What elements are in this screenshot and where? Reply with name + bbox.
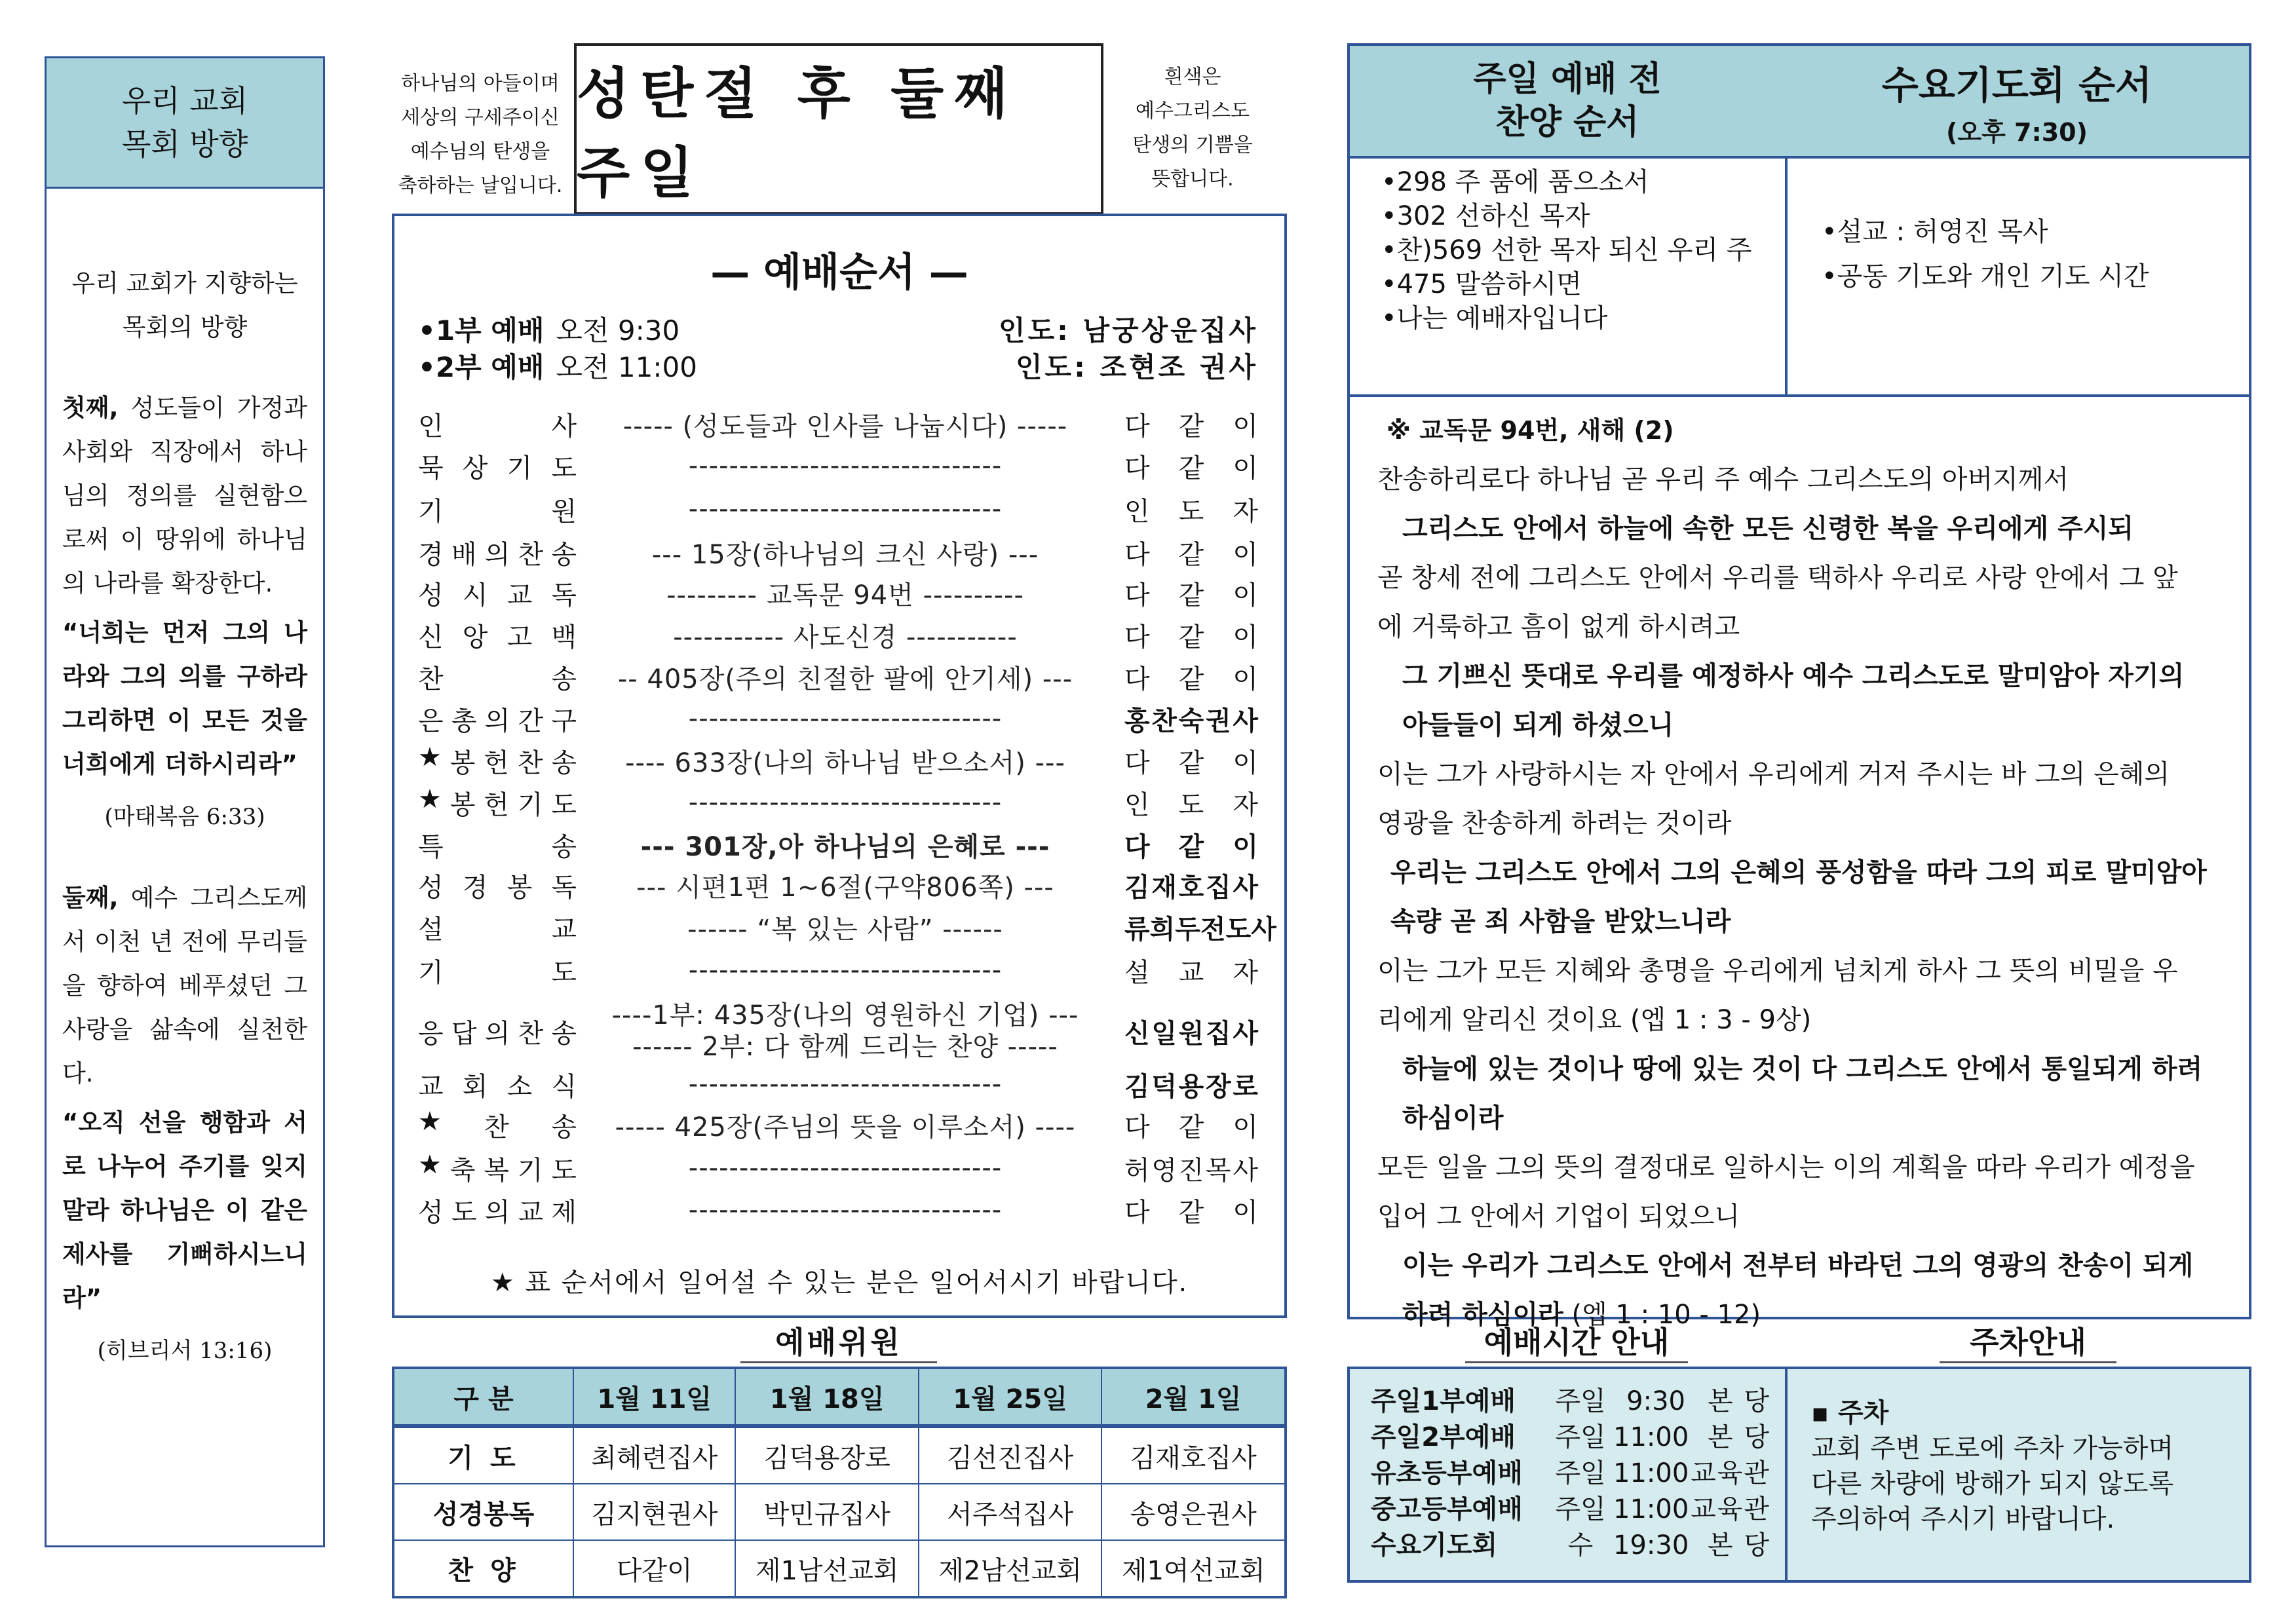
- order-item-presenter: 류 희 두 전 도 사: [1124, 914, 1276, 945]
- order-item-content: -- 405장(주의 친절한 팔에 안기세) ---: [617, 664, 1073, 694]
- order-item-presenter: 다 같 이: [1124, 1112, 1258, 1142]
- reading-line: [1377, 799, 2223, 848]
- staff-header: 2월 1일: [1101, 1368, 1286, 1426]
- table-row: [393, 1540, 1286, 1597]
- pastoral-intro-line1: 우리 교회가 지향하는: [71, 269, 298, 297]
- service-leader: 인도: 조현조 권사: [1015, 351, 1258, 383]
- order-item-content: ------ “복 있는 사람” ------: [687, 914, 1003, 945]
- list-item: •나는 예배자입니다: [1381, 303, 1608, 333]
- order-item-presenter: 인 도 자: [1124, 496, 1258, 527]
- reading-reference: (엡 1 : 10 - 12): [1563, 1300, 1761, 1330]
- service-time-place: 본 당: [1708, 1386, 1770, 1416]
- staff-header: 구 분: [393, 1368, 573, 1426]
- order-item-content: -------------------------------: [688, 787, 1003, 818]
- reading-line: [1377, 848, 2223, 897]
- service-time: 오전 9:30: [556, 314, 680, 347]
- order-row: [418, 613, 1258, 656]
- second-text: 예수 그리스도께서 이천 년 전에 무리들을 향하여 베푸셨던 그 사랑을 삶속에 실천한다.: [62, 884, 307, 1087]
- service-time-place: 본 당: [1708, 1530, 1770, 1560]
- reading-line-text: 속량 곧 죄 사함을 받았느니라: [1390, 907, 1731, 937]
- note-line: 하나님의 아들이며: [401, 72, 560, 95]
- order-item-content: -------------------------------: [688, 955, 1003, 985]
- note-line: 축하하는 날입니다.: [398, 174, 563, 197]
- list-item: •찬)569 선한 목자 되신 우리 주: [1381, 235, 1752, 265]
- service-time-day: 주일: [1555, 1494, 1606, 1524]
- order-item-name: 응 답 의 찬 송: [418, 1018, 578, 1049]
- staff-cell: 제1남선교회: [735, 1540, 918, 1597]
- order-item-content: -------------------------------: [688, 1153, 1003, 1183]
- service-time-name: 수요기도회: [1371, 1530, 1498, 1560]
- service-first: [418, 309, 1258, 349]
- reading-line-text: 하심이라: [1402, 1103, 1504, 1133]
- service-time-day: 주일: [1555, 1386, 1606, 1416]
- list-item: •302 선하신 목자: [1381, 201, 1590, 231]
- staff-cell: 서주석집사: [919, 1484, 1101, 1540]
- order-item-content: -------------------------------: [688, 704, 1003, 734]
- staff-cell: 최혜련집사: [573, 1426, 735, 1484]
- order-item-presenter: 다 같 이: [1124, 411, 1258, 442]
- responsive-reading: [1377, 406, 2223, 1340]
- service-label: •2부 예배: [418, 351, 545, 383]
- order-item-name: 경 배 의 찬 송: [418, 539, 578, 570]
- order-item-presenter: 신 일 원 집 사: [1124, 1018, 1258, 1049]
- parking-item: ▪ 주차: [1811, 1398, 1889, 1428]
- order-item-presenter: 김 재 호 집 사: [1124, 872, 1258, 903]
- pastoral-direction-header: [47, 58, 323, 189]
- order-row: [418, 949, 1258, 992]
- reading-line: [1377, 1192, 2223, 1241]
- order-item-content: -------------------------------: [688, 494, 1003, 524]
- order-item-name: 묵 상 기 도: [418, 453, 578, 483]
- reading-line-text: 하늘에 있는 것이나 땅에 있는 것이 다 그리스도 안에서 통일되게 하려: [1402, 1054, 2203, 1084]
- order-item-content: ----- (성도들과 인사를 나눕시다) -----: [622, 411, 1068, 442]
- order-item-content: --------- 교독문 94번 ----------: [666, 580, 1024, 611]
- order-item-name: 성 시 교 독: [418, 580, 578, 611]
- parking-line: 교회 주변 도로에 주차 가능하며: [1811, 1433, 2174, 1463]
- reading-line: [1377, 455, 2223, 504]
- reading-line: [1377, 701, 2223, 750]
- service-time-row: [1371, 1420, 1770, 1456]
- pastoral-direction-body: [62, 261, 307, 1410]
- order-item-name: 성 경 봉 독: [418, 872, 578, 903]
- reading-line: [1377, 504, 2223, 554]
- reading-line-text: 찬송하리로다 하나님 곧 우리 주 예수 그리스도의 아버지께서: [1377, 464, 2069, 495]
- order-row: [418, 1146, 1258, 1190]
- order-row: [418, 781, 1258, 824]
- service-time-name: 주일1부예배: [1371, 1386, 1516, 1416]
- quote-hebrews: “오직 선을 행함과 서로 나누어 주기를 잊지 말라 하나님은 이 같은 제사를 기뻐하시느니라”: [62, 1108, 307, 1312]
- reading-line-text: 하려 하심이라: [1402, 1300, 1563, 1330]
- reading-line-text: 영광을 찬송하게 하려는 것이라: [1377, 808, 1732, 839]
- reading-line-text: 이는 그가 모든 지혜와 총명을 우리에게 넘치게 하사 그 뜻의 비밀을 우: [1377, 956, 2178, 986]
- order-row: [418, 739, 1258, 782]
- order-of-worship: [392, 214, 1287, 1318]
- staff-role: 성경봉독: [393, 1484, 573, 1540]
- service-time-name: 주일2부예배: [1371, 1422, 1516, 1452]
- wednesday-items: [1822, 210, 2149, 299]
- page-title-text: 성탄절 후 둘째 주일: [577, 62, 1018, 205]
- service-time-place: 본 당: [1708, 1422, 1770, 1452]
- reading-line-text: 입어 그 안에서 기업이 되었으니: [1377, 1201, 1740, 1232]
- reading-line-text: 우리는 그리스도 안에서 그의 은혜의 풍성함을 따라 그의 피로 말미암아: [1390, 858, 2207, 888]
- staff-header: 1월 18일: [735, 1368, 918, 1426]
- service-time-row: [1371, 1384, 1770, 1420]
- note-line: 세상의 구세주이신: [401, 106, 560, 129]
- parking-info: [1811, 1395, 2229, 1537]
- wednesday-title: 수요기도회 순서: [1881, 62, 2152, 107]
- service-time-day: 주일: [1555, 1422, 1606, 1452]
- praise-hymn-list: [1381, 165, 1788, 335]
- praise-header: [1350, 46, 1788, 159]
- order-row: [418, 863, 1258, 907]
- reading-line-text: 리에게 알리신 것이요 (엡 1 : 3 - 9상): [1377, 1005, 1812, 1035]
- pastoral-head-line2: 목회 방향: [121, 126, 248, 162]
- staff-cell: 제2남선교회: [919, 1540, 1101, 1597]
- staff-title: 예배위원: [740, 1323, 937, 1363]
- second-lead: 둘째,: [62, 884, 119, 912]
- pastoral-head-line1: 우리 교회: [121, 83, 248, 119]
- order-item-name: 성 도 의 교 제: [418, 1197, 578, 1228]
- times-and-parking-panel: [1347, 1367, 2251, 1583]
- list-item: •공동 기도와 개인 기도 시간: [1822, 261, 2149, 292]
- service-label: •1부 예배: [418, 314, 545, 347]
- staff-table: [392, 1367, 1287, 1598]
- order-item-presenter: 홍 찬 숙 권 사: [1124, 706, 1258, 736]
- reading-line: [1377, 1241, 2223, 1291]
- note-line: 흰색은: [1164, 66, 1221, 88]
- order-item-content: --- 301장,아 하나님의 은혜로 ---: [640, 831, 1050, 862]
- order-item-name: ★ 봉 헌 찬 송: [418, 742, 578, 778]
- order-item-content: --- 시편1편 1~6절(구약806쪽) ---: [636, 872, 1054, 903]
- order-row: [418, 905, 1276, 949]
- service-time-row: [1371, 1492, 1770, 1528]
- pastoral-point-second: [62, 876, 307, 1095]
- service-time-hour: 11:00: [1613, 1422, 1689, 1452]
- order-row: [418, 1188, 1258, 1232]
- ref-matthew: (마태복음 6:33): [104, 804, 265, 830]
- order-row: [418, 697, 1258, 740]
- service-leader: 인도: 남궁상운집사: [999, 314, 1258, 347]
- service-time-hour: 11:00: [1613, 1458, 1689, 1488]
- list-item: •475 말씀하시면: [1381, 269, 1582, 299]
- order-item-name: ★ 봉 헌 기 도: [418, 784, 578, 820]
- service-time-hour: 9:30: [1626, 1386, 1685, 1416]
- staff-header: 1월 11일: [573, 1368, 735, 1426]
- order-item-name: 교 회 소 식: [418, 1071, 578, 1102]
- order-row: [418, 1063, 1258, 1106]
- staff-cell: 제1여선교회: [1101, 1540, 1286, 1597]
- order-item-content: [578, 1000, 1113, 1063]
- reading-line: [1377, 652, 2223, 701]
- service-time-place: 교육관: [1691, 1458, 1770, 1488]
- white-color-note: [1114, 60, 1271, 197]
- staff-cell: 김지현권사: [573, 1484, 735, 1540]
- staff-cell: 김재호집사: [1101, 1426, 1286, 1484]
- order-row: [418, 655, 1258, 698]
- order-item-name: 인 사: [418, 411, 578, 442]
- first-text: 성도들이 가정과 사회와 직장에서 하나님의 정의를 실현함으로써 이 땅위에 하나님의 나라를 확장한다.: [62, 394, 307, 597]
- reading-line-text: 그 기쁘신 뜻대로 우리를 예정하사 예수 그리스도로 말미암아 자기의: [1402, 661, 2185, 691]
- order-item-content: -------------------------------: [688, 1069, 1003, 1099]
- reading-line: [1377, 897, 2223, 947]
- quote-matthew: “너희는 먼저 그의 나라와 그의 의를 구하라 그리하면 이 모든 것을 너희에게 더하시리라”: [62, 618, 307, 778]
- order-item-name: 설 교: [418, 914, 578, 945]
- order-item-name: ★ 축 복 기 도: [418, 1149, 578, 1186]
- order-item-presenter: 다 같 이: [1124, 622, 1258, 652]
- order-item-content: -------------------------------: [688, 451, 1003, 481]
- parking-title: 주차안내: [1940, 1323, 2116, 1363]
- parking-line: 다른 차량에 방해가 되지 않도록: [1811, 1469, 2174, 1499]
- reading-line-text: 모든 일을 그의 뜻의 결정대로 일하시는 이의 계획을 따라 우리가 예정을: [1377, 1152, 2195, 1182]
- page-title: [574, 43, 1103, 215]
- ref-hebrews: (히브리서 13:16): [97, 1338, 273, 1364]
- reading-line-text: 곧 창세 전에 그리스도 안에서 우리를 택하사 우리로 사랑 안에서 그 앞: [1377, 563, 2178, 593]
- service-time-place: 교육관: [1691, 1494, 1770, 1524]
- order-row: [418, 487, 1258, 531]
- wednesday-header: [1785, 46, 2249, 159]
- note-line: 뜻합니다.: [1151, 168, 1234, 191]
- staff-header-row: [393, 1368, 1286, 1426]
- order-item-content: ---- 633장(나의 하나님 받으소서) ---: [625, 747, 1065, 778]
- order-row: [418, 531, 1258, 574]
- order-item-content: -------------------------------: [688, 1195, 1003, 1225]
- order-item-presenter: 다 같 이: [1124, 831, 1258, 862]
- order-item-presenter: 다 같 이: [1124, 1197, 1258, 1228]
- pastoral-point-first: [62, 386, 307, 605]
- first-lead: 첫째,: [62, 394, 119, 422]
- order-item-name: 신 앙 고 백: [418, 622, 578, 652]
- reading-line: [1377, 750, 2223, 799]
- reading-line: [1377, 1143, 2223, 1192]
- staff-role: 기 도: [393, 1426, 573, 1484]
- reading-line-text: 그리스도 안에서 하늘에 속한 모든 신령한 복을 우리에게 주시되: [1402, 514, 2134, 544]
- service-time-day: 주일: [1555, 1458, 1606, 1488]
- reading-line-text: 이는 그가 사랑하시는 자 안에서 우리에게 거저 주시는 바 그의 은혜의: [1377, 759, 2170, 789]
- staff-cell: 송영은권사: [1101, 1484, 1286, 1540]
- order-item-name: 기 원: [418, 496, 578, 527]
- order-item-presenter: 다 같 이: [1124, 580, 1258, 611]
- note-line: 탄생의 기쁨을: [1132, 134, 1253, 157]
- order-row: [418, 444, 1258, 487]
- service-times-list: [1371, 1384, 1770, 1564]
- pastoral-direction-panel: [45, 56, 325, 1547]
- table-row: [393, 1426, 1286, 1484]
- reading-line: [1377, 1094, 2223, 1143]
- order-row: [418, 997, 1258, 1065]
- order-item-content: ----- 425장(주님의 뜻을 이루소서) ----: [615, 1112, 1076, 1142]
- order-title: — 예배순서 —: [710, 250, 968, 295]
- service-time: 오전 11:00: [556, 351, 697, 383]
- staff-cell: 김덕용장로: [735, 1426, 918, 1484]
- order-row: [418, 823, 1258, 866]
- service-time-day: 수: [1567, 1530, 1594, 1560]
- reading-lines: [1377, 455, 2223, 1340]
- list-item: •설교 : 허영진 목사: [1822, 217, 2048, 247]
- order-item-content-line: ----1부: 435장(나의 영원하신 기업) ---: [611, 1000, 1079, 1030]
- order-item-name: 기 도: [418, 957, 578, 988]
- order-item-content: --- 15장(하나님의 크신 사랑) ---: [651, 539, 1039, 570]
- order-footnote: ★ 표 순서에서 일어설 수 있는 분은 일어서시기 바랍니다.: [490, 1268, 1189, 1298]
- praise-title-line2: 찬양 순서: [1495, 103, 1639, 142]
- order-row: [418, 571, 1258, 614]
- note-line: 예수님의 탄생을: [410, 140, 550, 163]
- order-item-name: ★ 찬 송: [418, 1106, 578, 1142]
- order-row: [418, 402, 1258, 445]
- order-item-presenter: 설 교 자: [1124, 957, 1258, 988]
- service-time-row: [1371, 1456, 1770, 1492]
- service-time-row: [1371, 1528, 1770, 1564]
- order-item-content-line: ------ 2부: 다 함께 드리는 찬양 -----: [632, 1032, 1058, 1062]
- praise-and-reading-panel: [1347, 43, 2251, 1330]
- reading-line: [1377, 603, 2223, 652]
- list-item: •298 주 품에 품으소서: [1381, 167, 1649, 197]
- reading-heading: ※ 교독문 94번, 새해 (2): [1387, 416, 1674, 445]
- order-item-content: ----------- 사도신경 -----------: [673, 622, 1018, 652]
- pastoral-intro-line2: 목회의 방향: [122, 313, 248, 341]
- service-time-hour: 19:30: [1613, 1530, 1689, 1560]
- reading-line-text: 에 거룩하고 흠이 없게 하시려고: [1377, 612, 1740, 642]
- order-item-presenter: 다 같 이: [1124, 664, 1258, 694]
- reading-line: [1377, 947, 2223, 996]
- service-second: [418, 346, 1258, 385]
- reading-line: [1377, 996, 2223, 1045]
- note-line: 예수그리스도: [1136, 100, 1250, 123]
- staff-header: 1월 25일: [919, 1368, 1101, 1426]
- christmas-note: [392, 67, 569, 203]
- staff-cell: 박민규집사: [735, 1484, 918, 1540]
- order-item-presenter: 다 같 이: [1124, 539, 1258, 570]
- reading-line: [1377, 554, 2223, 603]
- reading-line-text: 아들들이 되게 하셨으니: [1402, 710, 1674, 740]
- order-item-name: 특 송: [418, 831, 578, 862]
- service-times-title: 예배시간 안내: [1465, 1323, 1688, 1363]
- order-item-presenter: 인 도 자: [1124, 789, 1258, 820]
- reading-line: [1377, 1045, 2223, 1094]
- order-item-presenter: 다 같 이: [1124, 453, 1258, 483]
- order-item-name: 찬 송: [418, 664, 578, 694]
- order-row: [418, 1103, 1258, 1146]
- parking-line: 주의하여 주시기 바랍니다.: [1811, 1504, 2115, 1534]
- staff-cell: 김선진집사: [919, 1426, 1101, 1484]
- service-time-hour: 11:00: [1613, 1494, 1689, 1524]
- wednesday-subtitle: (오후 7:30): [1946, 117, 2088, 147]
- reading-line-text: 이는 우리가 그리스도 안에서 전부터 바라던 그의 영광의 찬송이 되게: [1402, 1251, 2194, 1281]
- order-item-presenter: 다 같 이: [1124, 747, 1258, 778]
- divider: [1350, 394, 2249, 397]
- order-item-presenter: 허 영 진 목 사: [1124, 1155, 1258, 1186]
- table-row: [393, 1484, 1286, 1540]
- order-item-presenter: 김 덕 용 장 로: [1124, 1071, 1258, 1102]
- divider: [1785, 1369, 1788, 1580]
- staff-role: 찬 양: [393, 1540, 573, 1597]
- service-time-name: 유초등부예배: [1371, 1458, 1523, 1488]
- staff-cell: 다같이: [573, 1540, 735, 1597]
- praise-title-line1: 주일 예배 전: [1473, 60, 1662, 99]
- service-time-name: 중고등부예배: [1371, 1494, 1523, 1524]
- order-item-name: 은 총 의 간 구: [418, 706, 578, 736]
